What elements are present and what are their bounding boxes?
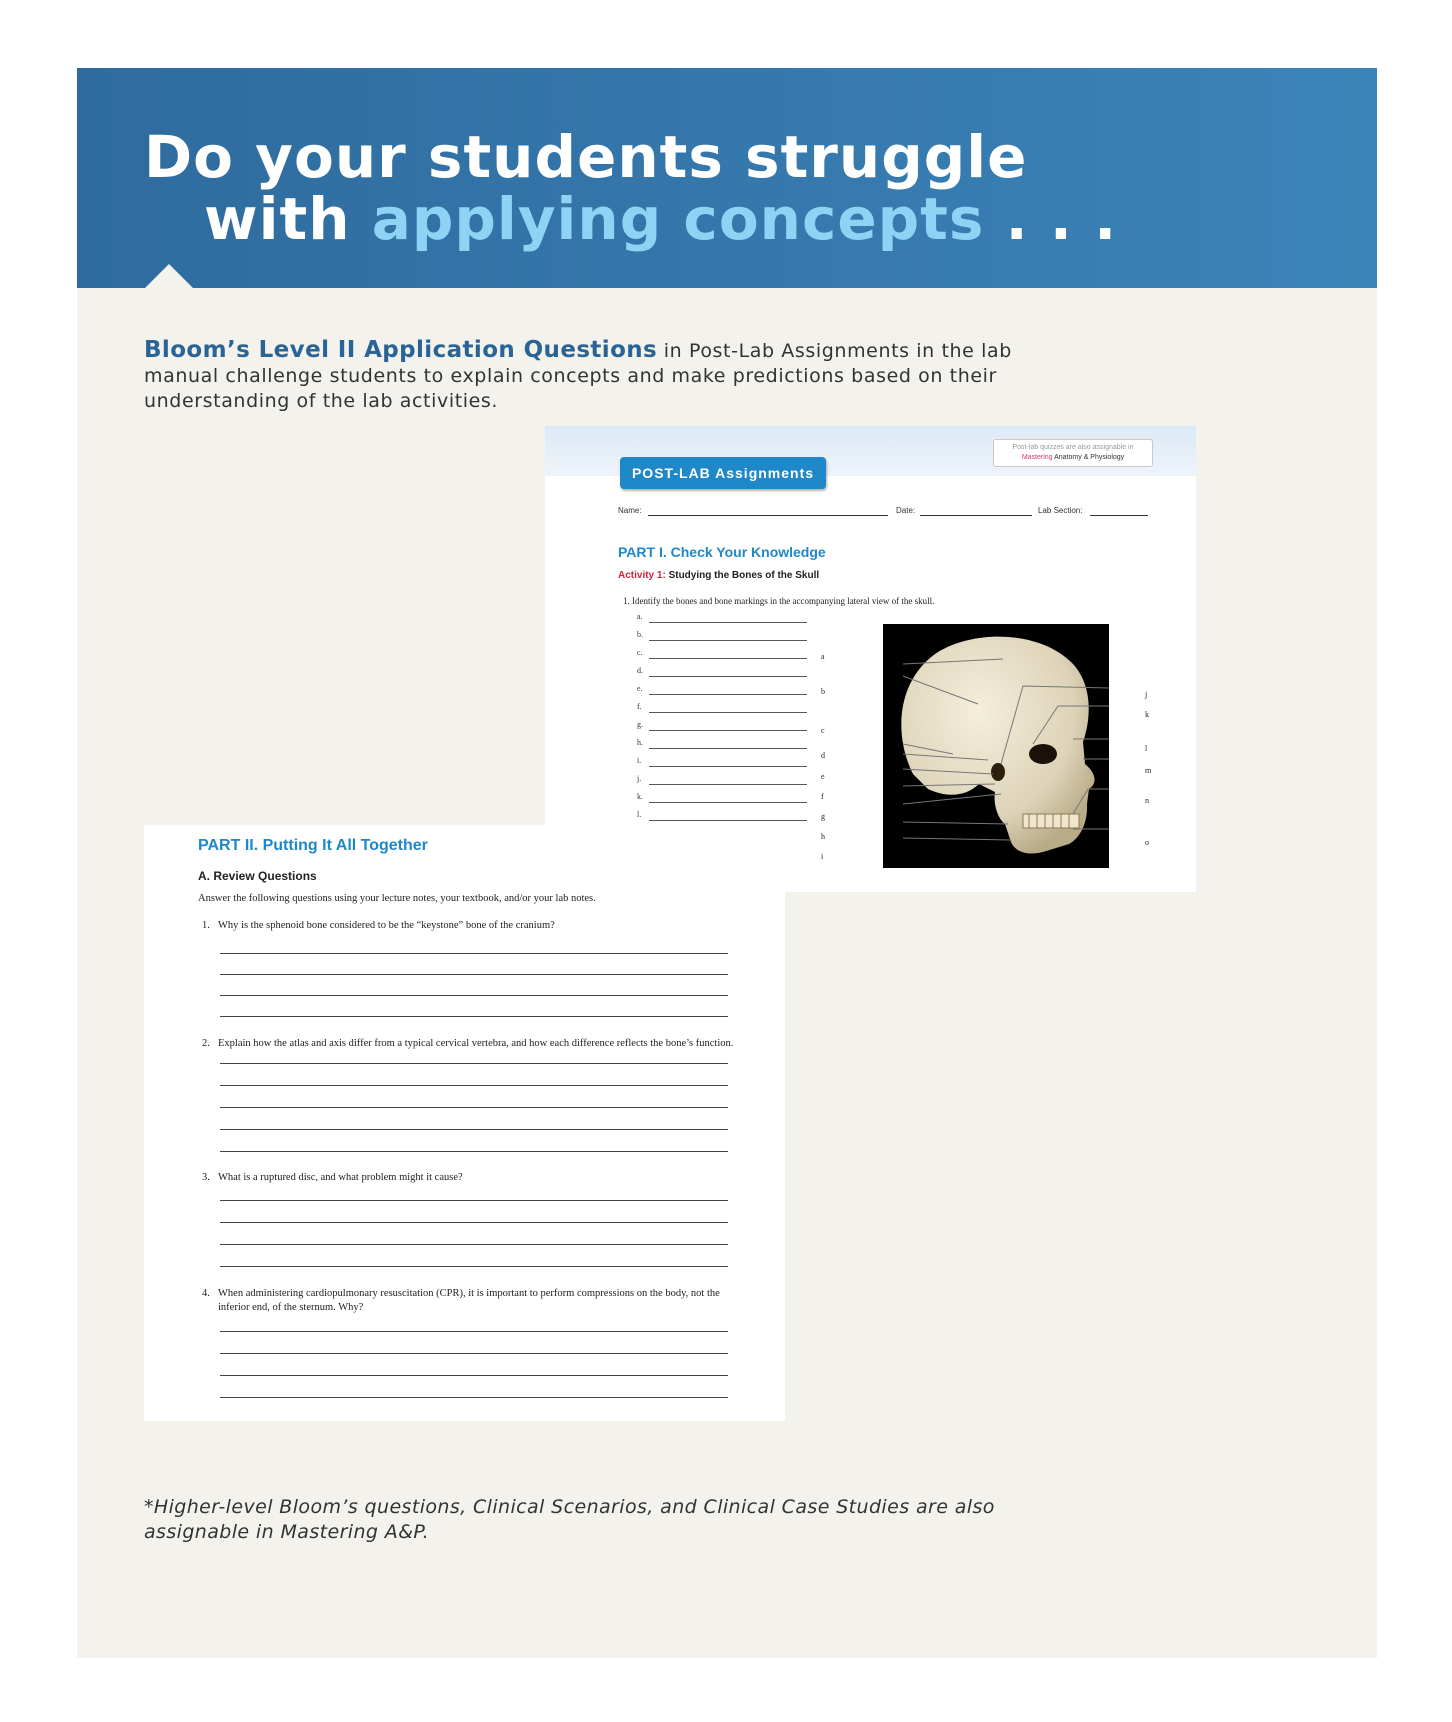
date-line — [920, 515, 1032, 516]
review-questions-heading: A. Review Questions — [198, 869, 317, 883]
intro-paragraph — [144, 338, 1064, 414]
skull-label: h — [821, 832, 825, 841]
post-lab-worksheet-preview — [545, 426, 1196, 892]
skull-figure — [883, 624, 1109, 868]
skull-label: j — [1145, 690, 1148, 699]
answer-line — [220, 1200, 728, 1201]
intro-text: in Post-Lab Assignments in the lab manual challenge students to explain concepts and make predictions based on their understanding of the lab activities. — [144, 340, 1012, 412]
headline-accent: applying concepts — [371, 185, 985, 253]
banner-notch — [143, 264, 195, 290]
answer-line — [220, 1151, 728, 1152]
identify-question: 1. Identify the bones and bone markings in the accompanying lateral view of the skull. — [623, 596, 935, 606]
skull-label: a — [821, 652, 825, 661]
answer-line — [220, 1353, 728, 1354]
activity-heading — [618, 570, 819, 581]
section-label: Lab Section: — [1038, 506, 1083, 515]
skull-label: i — [821, 852, 824, 861]
answer-line — [220, 1222, 728, 1223]
intro-lead: Bloom’s Level II Application Questions — [144, 337, 658, 363]
activity-title: Studying the Bones of the Skull — [668, 570, 820, 581]
name-line — [648, 515, 888, 516]
name-label: Name: — [618, 506, 642, 515]
answer-line — [220, 1129, 728, 1130]
section-line — [1090, 515, 1148, 516]
answer-line — [220, 1331, 728, 1332]
answer-line — [220, 1016, 728, 1017]
header-banner — [77, 68, 1377, 288]
review-instructions: Answer the following questions using your lecture notes, your textbook, and/or your lab notes. — [198, 893, 596, 904]
skull-illustration-icon — [883, 624, 1109, 868]
date-label: Date: — [896, 506, 916, 515]
skull-label: b — [821, 687, 825, 696]
answer-row: f. — [637, 702, 807, 714]
part1-title: PART I. Check Your Knowledge — [618, 544, 826, 560]
answer-row: g. — [637, 720, 807, 732]
part2-title: PART II. Putting It All Together — [198, 837, 428, 854]
headline-line2 — [144, 185, 1118, 253]
mastering-note-line2 — [994, 453, 1152, 463]
answer-row: l. — [637, 810, 807, 822]
mastering-note — [993, 439, 1153, 467]
post-lab-badge: POST-LAB Assignments — [620, 457, 826, 489]
answer-line — [220, 953, 728, 954]
footnote: *Higher-level Bloom’s questions, Clinical Scenarios, and Clinical Case Studies are also assignable in Mastering A&P. — [144, 1496, 995, 1543]
ap-word: Anatomy & Physiology — [1054, 454, 1125, 461]
headline-suffix: . . . — [1005, 185, 1118, 253]
skull-label: l — [1145, 744, 1148, 753]
skull-label: d — [821, 751, 825, 760]
skull-label: e — [821, 772, 825, 781]
answer-row: j. — [637, 774, 807, 786]
answer-row: i. — [637, 756, 807, 768]
skull-label: k — [1145, 710, 1149, 719]
answer-line — [220, 1266, 728, 1267]
answer-row: a. — [637, 612, 807, 624]
answer-row: k. — [637, 792, 807, 804]
mastering-note-line1: Post-lab quizzes are also assignable in — [1012, 444, 1134, 451]
answer-line — [220, 974, 728, 975]
review-questions-worksheet-preview: PART II. Putting It All Together A. Review Questions Answer the following questions using your lecture notes, your textbook, and/or your lab notes. 1. Why is the sphenoid bone considered to be the “keystone” bone of the cranium? 2. Explain how the atlas and axis differ from a typical cervical vertebra, and how each difference reflects the bone’s function. 3. What is a ruptured disc, and what problem might it cause? 4. When administering cardiopulmonary resuscitation (CPR), it is important to perform compressions on the body, not the inferior end, of the sternum. Why? — [144, 825, 785, 1421]
answer-row: e. — [637, 684, 807, 696]
activity-label: Activity 1: — [618, 570, 666, 581]
skull-label: o — [1145, 838, 1149, 847]
answer-line — [220, 1063, 728, 1064]
answer-row: b. — [637, 630, 807, 642]
skull-label: n — [1145, 796, 1149, 805]
headline-prefix: with — [204, 185, 351, 253]
skull-label: g — [821, 812, 825, 821]
headline — [144, 123, 1118, 253]
answer-row: h. — [637, 738, 807, 750]
skull-label: c — [821, 726, 825, 735]
answer-line — [220, 995, 728, 996]
answer-line — [220, 1375, 728, 1376]
mastering-word: Mastering — [1021, 454, 1053, 461]
skull-label: m — [1145, 766, 1152, 775]
answer-line — [220, 1085, 728, 1086]
answer-line — [220, 1107, 728, 1108]
answer-line — [220, 1244, 728, 1245]
skull-label: f — [821, 792, 824, 801]
answer-row: d. — [637, 666, 807, 678]
answer-line — [220, 1397, 728, 1398]
headline-line1: Do your students struggle — [144, 123, 1028, 191]
answer-row: c. — [637, 648, 807, 660]
